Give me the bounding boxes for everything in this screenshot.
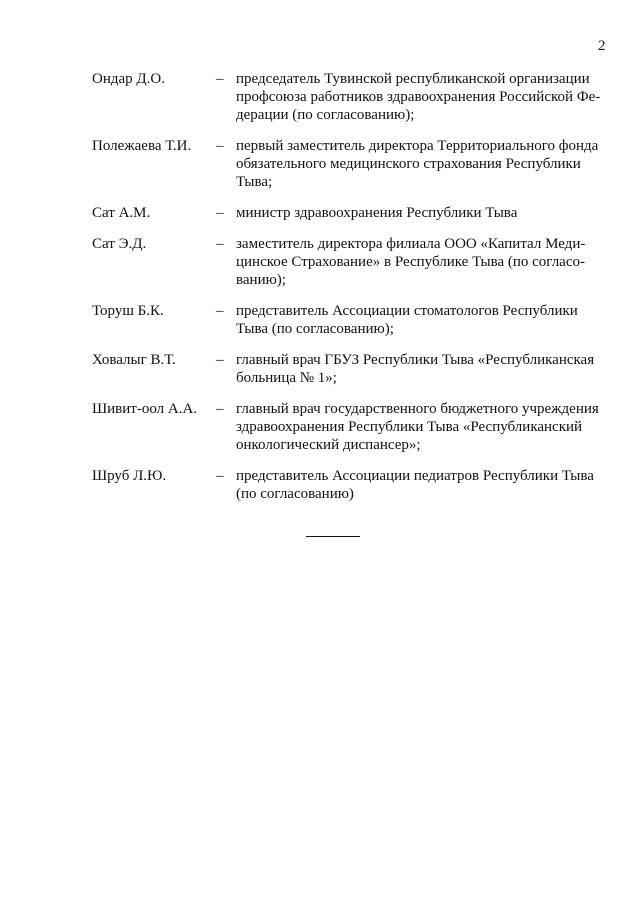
role-line: заместитель директора филиала ООО «Капитал Меди- — [236, 236, 586, 252]
list-item — [92, 302, 612, 338]
member-role — [236, 235, 612, 289]
role-line: здравоохранения Республики Тыва «Республиканский — [236, 419, 583, 435]
role-line: цинское Страхование» в Республике Тыва (по согласо- — [236, 254, 585, 270]
member-list — [92, 70, 612, 503]
member-name: Шивит-оол А.А. — [92, 401, 198, 417]
member-role — [236, 302, 612, 338]
member-name: Ондар Д.О. — [92, 71, 165, 87]
dash-separator: – — [216, 352, 224, 368]
closing-rule — [306, 536, 360, 537]
role-line: первый заместитель директора Территориального фонда — [236, 138, 599, 154]
member-role — [236, 400, 612, 454]
member-name: Сат А.М. — [92, 205, 151, 221]
member-role — [236, 204, 612, 222]
dash-separator: – — [216, 468, 224, 484]
role-line: председатель Тувинской республиканской организации — [236, 71, 590, 87]
member-name: Ховалыг В.Т. — [92, 352, 176, 368]
role-line: больница № 1»; — [236, 370, 337, 386]
member-name: Полежаева Т.И. — [92, 138, 192, 154]
list-item — [92, 400, 612, 454]
list-item — [92, 204, 612, 222]
dash-separator: – — [216, 303, 224, 319]
role-line: ванию); — [236, 272, 286, 288]
member-role — [236, 467, 612, 503]
role-line: обязательного медицинского страхования Республики — [236, 156, 581, 172]
role-line: министр здравоохранения Республики Тыва — [236, 205, 518, 221]
role-line: главный врач государственного бюджетного учреждения — [236, 401, 599, 417]
list-item — [92, 137, 612, 191]
dash-separator: – — [216, 71, 224, 87]
role-line: (по согласованию) — [236, 486, 354, 502]
dash-separator: – — [216, 138, 224, 154]
dash-separator: – — [216, 401, 224, 417]
page-number: 2 — [598, 38, 606, 54]
role-line: профсоюза работников здравоохранения Российской Фе- — [236, 89, 601, 105]
list-item — [92, 70, 612, 124]
member-role — [236, 137, 612, 191]
role-line: Тыва; — [236, 174, 273, 190]
member-role — [236, 70, 612, 124]
dash-separator: – — [216, 236, 224, 252]
member-name: Торуш Б.К. — [92, 303, 164, 319]
member-name: Сат Э.Д. — [92, 236, 147, 252]
member-name: Шруб Л.Ю. — [92, 468, 167, 484]
role-line: Тыва (по согласованию); — [236, 321, 394, 337]
role-line: дерации (по согласованию); — [236, 107, 415, 123]
list-item — [92, 351, 612, 387]
dash-separator: – — [216, 205, 224, 221]
role-line: онкологический диспансер»; — [236, 437, 421, 453]
role-line: главный врач ГБУЗ Республики Тыва «Республиканская — [236, 352, 595, 368]
role-line: представитель Ассоциации стоматологов Республики — [236, 303, 578, 319]
member-role — [236, 351, 612, 387]
list-item — [92, 235, 612, 289]
role-line: представитель Ассоциации педиатров Республики Тыва — [236, 468, 594, 484]
list-item — [92, 467, 612, 503]
